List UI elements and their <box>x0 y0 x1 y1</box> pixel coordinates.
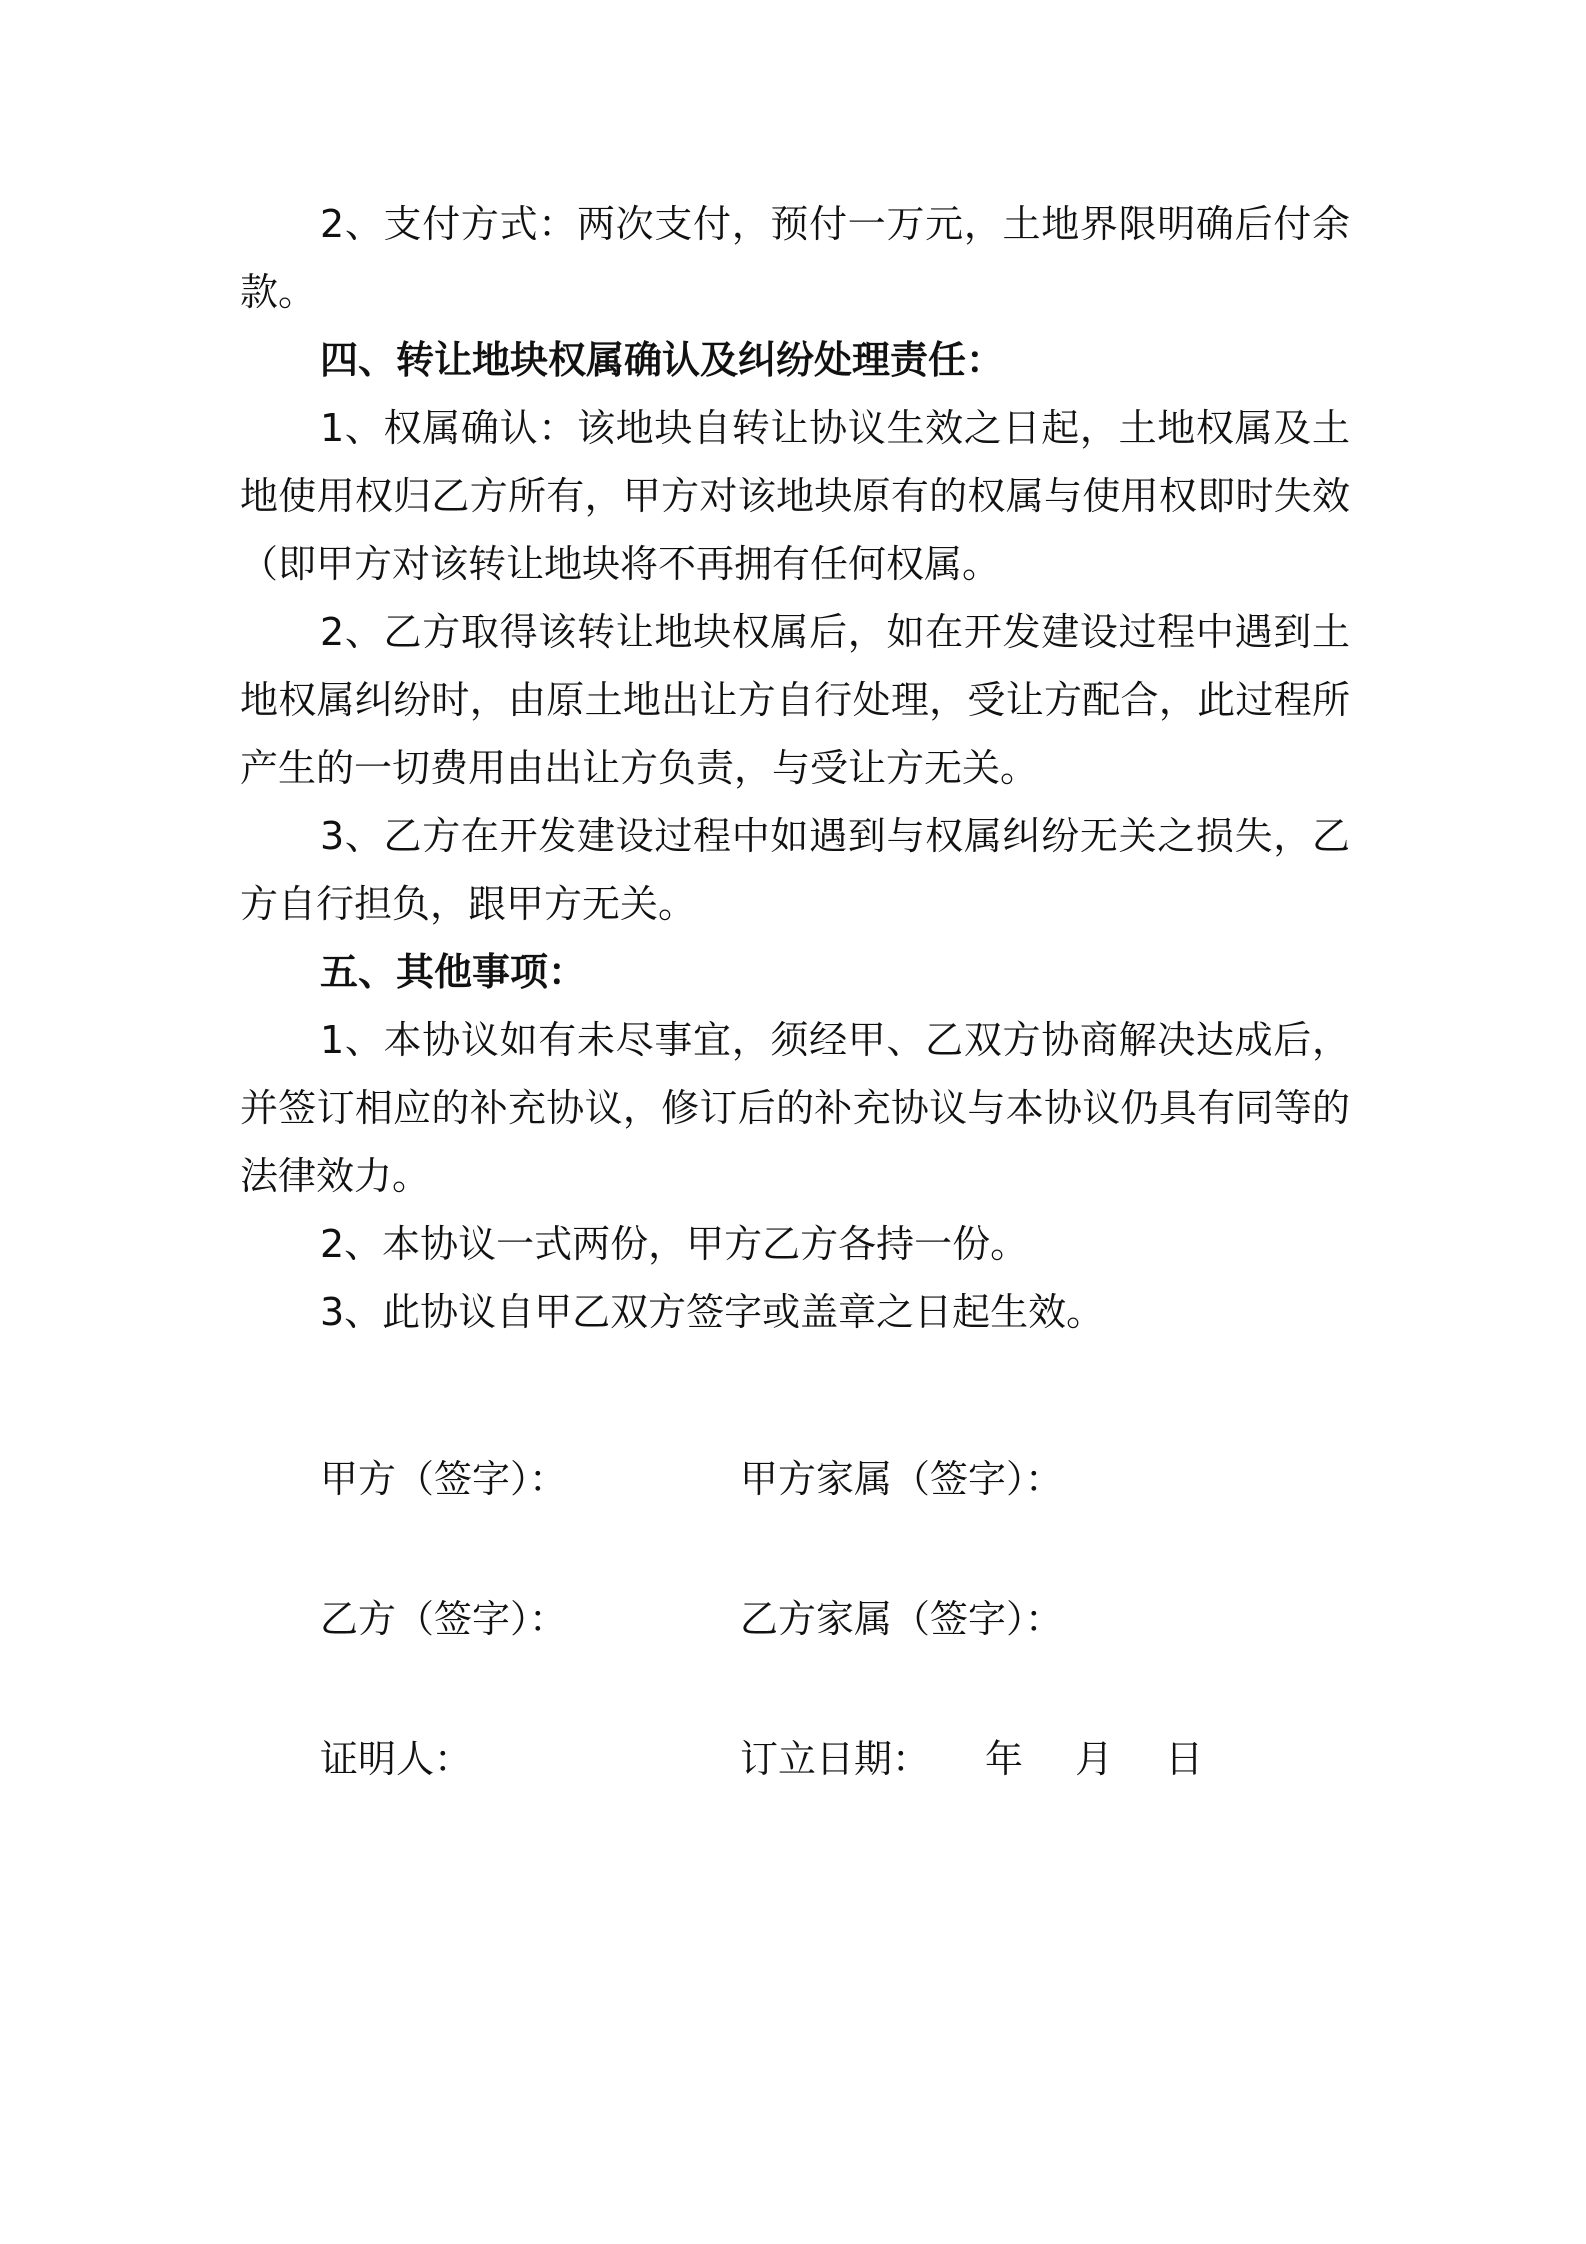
party-a-family-signature-label: 甲方家属（签字）： <box>740 1457 1064 1501</box>
month-label: 月 <box>1075 1737 1114 1781</box>
date-fields <box>985 1725 1243 1793</box>
party-b-family-signature-label: 乙方家属（签字）： <box>740 1597 1064 1641</box>
signature-row-witness-date <box>240 1725 1350 1793</box>
date-label: 订立日期： <box>740 1737 931 1781</box>
year-label: 年 <box>985 1737 1024 1781</box>
copies-item: 2、本协议一式两份，甲方乙方各持一份。 <box>320 1222 1029 1266</box>
signature-row-party-b <box>240 1585 1350 1653</box>
signature-row-party-a <box>240 1445 1350 1513</box>
dispute-handling-item: 2、乙方取得该转让地块权属后，如在开发建设过程中遇到土地权属纠纷时，由原土地出让方自行处理，受让方配合，此过程所产生的一切费用由出让方负责，与受让方无关。 <box>240 610 1350 790</box>
loss-responsibility-item: 3、乙方在开发建设过程中如遇到与权属纠纷无关之损失，乙方自行担负，跟甲方无关。 <box>240 814 1350 926</box>
payment-method-item: 2、支付方式：两次支付，预付一万元，土地界限明确后付余款。 <box>240 202 1350 314</box>
witness-label: 证明人： <box>320 1737 473 1781</box>
party-b-signature-label: 乙方（签字）： <box>320 1597 568 1641</box>
ownership-confirmation-item: 1、权属确认：该地块自转让协议生效之日起，土地权属及土地使用权归乙方所有，甲方对该地块原有的权属与使用权即时失效（即甲方对该转让地块将不再拥有任何权属。 <box>240 406 1350 586</box>
section-heading-other: 五、其他事项： <box>320 950 587 994</box>
document-body <box>240 190 1350 1346</box>
signature-block <box>240 1445 1350 1865</box>
section-heading-ownership: 四、转让地块权属确认及纠纷处理责任： <box>320 338 1005 382</box>
day-label: 日 <box>1165 1737 1204 1781</box>
supplementary-agreement-item: 1、本协议如有未尽事宜，须经甲、乙双方协商解决达成后，并签订相应的补充协议，修订后的补充协议与本协议仍具有同等的法律效力。 <box>240 1018 1350 1198</box>
effective-date-item: 3、此协议自甲乙双方签字或盖章之日起生效。 <box>320 1290 1105 1334</box>
party-a-signature-label: 甲方（签字）： <box>320 1457 568 1501</box>
